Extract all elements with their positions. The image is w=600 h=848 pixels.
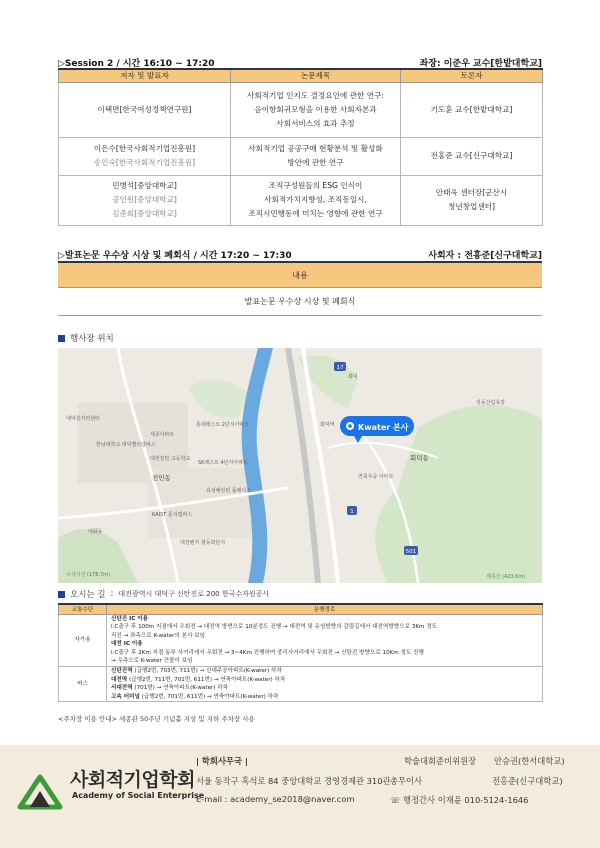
society-logo-icon [14, 767, 66, 811]
org-name-english: Academy of Social Enterprise [72, 791, 205, 800]
committee-chair: 안승권(한서대학교) [494, 756, 565, 766]
discussant: 청년창업센터] [448, 202, 495, 211]
route-line: I.C출구 후 100m 지점에서 우회전 → 대전역 방면으로 10분정도 진행 → 대전역 및 유성방향의 갈림길에서 대전역방향으로 3Km 정도 [111, 624, 438, 631]
map-label: 전민동 [152, 474, 171, 482]
map-label: 한남대학교 대덕밸리캠퍼스 [96, 442, 156, 448]
route-badge [404, 546, 418, 555]
author: 이은수[한국사회적기업진흥원] [93, 144, 196, 153]
route-line: 서대전역 (701번) → 연축아파트(K-water) 하차 [111, 685, 229, 692]
route-line: 직진 → 좌측으로 K-water의 본사 보임 [111, 632, 206, 639]
svg-text:17: 17 [336, 365, 344, 371]
committee-chair-label: 학술대회준비위원장 [404, 756, 477, 766]
map-label: 회덕동 [410, 454, 429, 462]
paper-title-line: 사회적가치지향성, 조직동일시, [264, 195, 367, 204]
route-line: → 우측으로 K-water 건물이 보임 [111, 658, 193, 665]
map-label: 세종아파트 [150, 432, 175, 438]
transport-mode: 버스 [59, 667, 107, 702]
paper-title-line: 사회적기업 공공구매 현황분석 및 활성화 [248, 144, 383, 153]
route-line: 고속 터미널 (급행2번, 701번, 611번) → 연축아파트(K-water) 하차 [111, 693, 279, 700]
map-label: 회덕역 [320, 422, 335, 428]
discussant-cell [401, 175, 543, 225]
route-line: I.C출구 후 2Km 지점 동부 사거리에서 우회전 → 3~4Km 진행하여 중리사거리에서 우회전 → 신탄진 방향으로 10Km 정도 진행 [111, 649, 424, 656]
route-line: 대전 IC 이용 [111, 641, 143, 648]
session2-chair: 좌장: 이준우 교수[한밭대학교] [419, 59, 542, 69]
directions-section-title: 오시는 길 : 대전광역시 대덕구 신탄진로 200 한국수자원공사 [58, 588, 269, 600]
session2-title: ▷Session 2 / 시간 16:10 ~ 17:20 [58, 59, 215, 69]
discussant: 전홍준 교수[신구대학교] [430, 151, 513, 160]
parking-note: <주차장 이용 안내> 세종관 50주년 기념홀 지상 및 지하 주차장 사용 [58, 715, 255, 723]
award-host: 사회자 : 전홍준[신구대학교] [428, 251, 542, 261]
map-label: 우성이산 (178.7m) [66, 572, 110, 578]
route-badge [347, 506, 357, 515]
award-header: 내용 [58, 263, 542, 288]
general-affairs: 전홍준(신구대학교) [492, 776, 563, 786]
map-graphic [58, 348, 542, 583]
author: 송인숙[한국사회적기업진흥원] [93, 158, 196, 167]
transport-mode: 자가용 [59, 614, 107, 667]
discussant-cell [401, 82, 543, 137]
paper-title-cell [231, 82, 401, 137]
route-cell [107, 667, 543, 702]
paper-title-line: 조직구성원들의 ESG 인식이 [268, 181, 363, 190]
author: 민병석[중앙대학교] [112, 181, 177, 190]
directions-table [58, 603, 543, 702]
venue-map [58, 348, 542, 583]
map-label: 연축주공 아파트 [358, 474, 394, 480]
secretariat-address: 서울 동작구 흑석로 84 중앙대학교 경영경제관 310관 [196, 776, 391, 786]
table-row [59, 667, 543, 702]
map-pin-label: Kwater 본사 [358, 423, 409, 432]
venue-title: 행사장 위치 [70, 334, 114, 344]
general-affairs-label: 총무이사 [390, 776, 423, 786]
author: 김준회[중앙대학교] [112, 209, 177, 218]
table-row [59, 82, 543, 137]
square-bullet-icon [58, 591, 65, 598]
award-table [58, 261, 542, 316]
table-row [59, 175, 543, 225]
footer [0, 745, 600, 848]
map-label: 대전벤처 협동화단지 [180, 540, 226, 546]
route-line: 신탄진역 (급행2번, 703번, 711번) → 신대주공아파트(K-water) 하차 [111, 668, 282, 675]
map-label: 롯데레스트 2단지아파트 [196, 422, 250, 428]
venue-section-title [58, 332, 114, 344]
paper-title-line: 방안에 관한 연구 [287, 158, 344, 167]
authors-cell [59, 137, 231, 175]
paper-title-line: 사회서비스의 효과 추정 [276, 118, 355, 128]
map-label: 대덕원자력센터 [66, 416, 100, 422]
map-label: SK레스트 4단지아파트 [198, 460, 248, 466]
paper-title-line: 조직시민행동에 미치는 영향에 관한 연구 [248, 209, 383, 218]
session2-table [58, 68, 543, 226]
authors-cell [59, 175, 231, 225]
table-row [59, 137, 543, 175]
discussant-cell [401, 137, 543, 175]
map-label: 회덕 [348, 374, 358, 380]
award-content: 발표논문 우수상 시상 및 폐회식 [58, 288, 542, 316]
secretariat-email: E-mail : academy_se2018@naver.com [196, 794, 355, 804]
org-name-korean: 사회적기업학회 [70, 769, 195, 791]
discussant: 안태욱 센터장[군산시 [435, 188, 508, 197]
author: 공인원[중앙대학교] [112, 195, 177, 204]
author: 이택면[한국여성정책연구원] [97, 104, 192, 114]
session2-header-row [59, 69, 543, 82]
square-bullet-icon [58, 335, 65, 342]
map-label: 대화동 [88, 529, 103, 535]
kwater-pin[interactable] [340, 416, 414, 443]
paper-title-cell [231, 137, 401, 175]
route-line: 신탄진 IC 이용 [111, 615, 149, 622]
svg-text:1: 1 [350, 509, 354, 515]
map-label: 대전전민 고등학교 [150, 456, 191, 462]
directions-header-row [59, 604, 543, 614]
award-title: ▷발표논문 우수상 시상 및 폐회식 / 시간 17:20 ~ 17:30 [58, 251, 292, 261]
route-line: 대전역 (급행2번, 711번, 701번, 611번) → 연축아파트(K-water) 하차 [111, 676, 286, 683]
discussant: 기도훈 교수[한밭대학교] [430, 104, 513, 114]
route-badge [334, 362, 346, 371]
map-label: 계족산 (423.6m) [486, 574, 526, 580]
map-label: 장동산림욕장 [476, 400, 505, 406]
paper-title-cell [231, 175, 401, 225]
svg-text:501: 501 [405, 549, 417, 555]
secretariat-label: | 학회사무국 | [196, 756, 248, 766]
table-row [59, 614, 543, 667]
authors-cell [59, 82, 231, 137]
paper-title-line: 사회적기업 인지도 결정요인에 관한 연구: [247, 90, 384, 100]
directions-title: 오시는 길 [70, 590, 106, 600]
header-paper-title: 논문제목 [231, 69, 401, 82]
admin-contact: ☏ 행정간사 이재윤 010-5124-1646 [390, 795, 529, 805]
header-authors: 저자 및 발표자 [59, 69, 231, 82]
route-cell [107, 614, 543, 667]
directions-address: 대전광역시 대덕구 신탄진로 200 한국수자원공사 [118, 590, 270, 598]
header-discussant: 토론자 [401, 69, 543, 82]
paper-title-line: 음이항회귀모형을 이용한 사회자본과 [254, 104, 377, 114]
map-label: KAIST 문지캠퍼스 [152, 512, 193, 518]
header-transport: 교통수단 [59, 604, 107, 614]
award-heading [58, 248, 542, 261]
header-route: 운행경로 [107, 604, 543, 614]
map-label: 효성해링턴 플레이스 [206, 488, 252, 494]
